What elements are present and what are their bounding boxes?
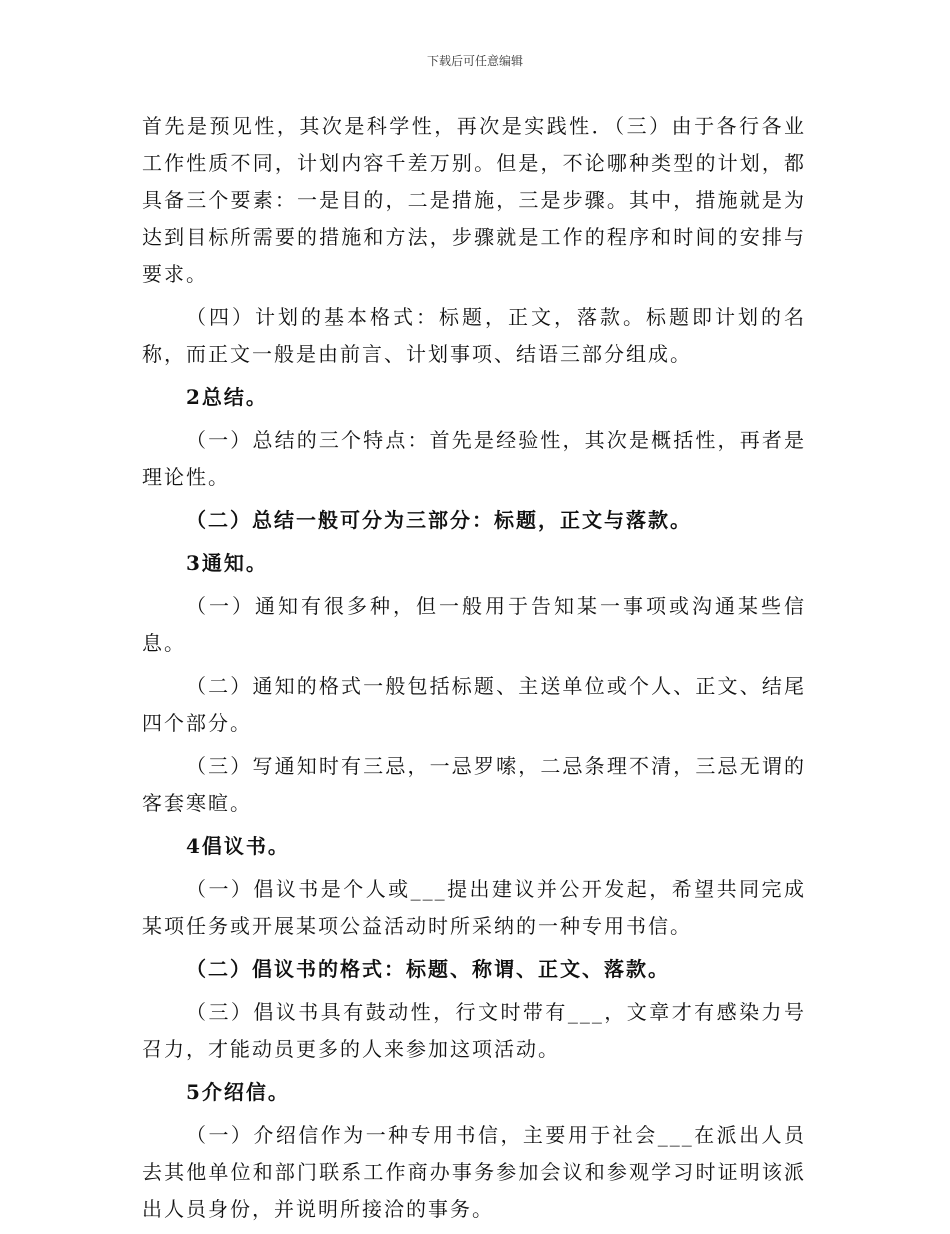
paragraph-proposal-definition: （一）倡议书是个人或___提出建议并公开发起，希望共同完成某项任务或开展某项公益活动时所采纳的一种专用书信。 xyxy=(142,877,806,938)
paragraph-summary-features: （一）总结的三个特点：首先是经验性，其次是概括性，再者是理论性。 xyxy=(142,428,806,489)
paragraph-notice-taboos: （三）写通知时有三忌，一忌罗嗦，二忌条理不清，三忌无谓的客套寒暄。 xyxy=(142,754,806,815)
paragraph-planning-format: （四）计划的基本格式：标题，正文，落款。标题即计划的名称，而正文一般是由前言、计划事项、结语三部分组成。 xyxy=(142,305,806,366)
section-heading-summary: 2总结。 xyxy=(186,385,268,409)
paragraph-notice-types: （一）通知有很多种，但一般用于告知某一事项或沟通某些信息。 xyxy=(142,594,806,655)
paragraph-proposal-format: （二）倡议书的格式：标题、称谓、正文、落款。 xyxy=(186,957,670,981)
section-heading-notice: 3通知。 xyxy=(186,551,268,575)
paragraph-proposal-style: （三）倡议书具有鼓动性，行文时带有___，文章才有感染力号召力，才能动员更多的人来参加这项活动。 xyxy=(142,1000,806,1061)
paragraph-summary-parts: （二）总结一般可分为三部分：标题，正文与落款。 xyxy=(186,508,692,532)
paragraph-notice-format: （二）通知的格式一般包括标题、主送单位或个人、正文、结尾四个部分。 xyxy=(142,674,806,735)
section-heading-introduction-letter: 5介绍信。 xyxy=(186,1080,290,1104)
paragraph-introduction-letter-use: （一）介绍信作为一种专用书信，主要用于社会___在派出人员去其他单位和部门联系工作商办事务参加会议和参观学习时证明该派出人员身份，并说明所接洽的事务。 xyxy=(142,1123,806,1221)
page-header: 下载后可任意编辑 xyxy=(426,54,523,68)
paragraph-planning-elements: 首先是预见性，其次是科学性，再次是实践性．（三）由于各行各业工作性质不同，计划内容千差万别。但是，不论哪种类型的计划，都具备三个要素：一是目的，二是措施，三是步骤。其中，措施就是为达到目标所需要的措施和方法，步骤就是工作的程序和时间的安排与要求。 xyxy=(142,114,806,286)
document-body xyxy=(142,108,806,1234)
section-heading-proposal: 4倡议书。 xyxy=(186,834,290,858)
